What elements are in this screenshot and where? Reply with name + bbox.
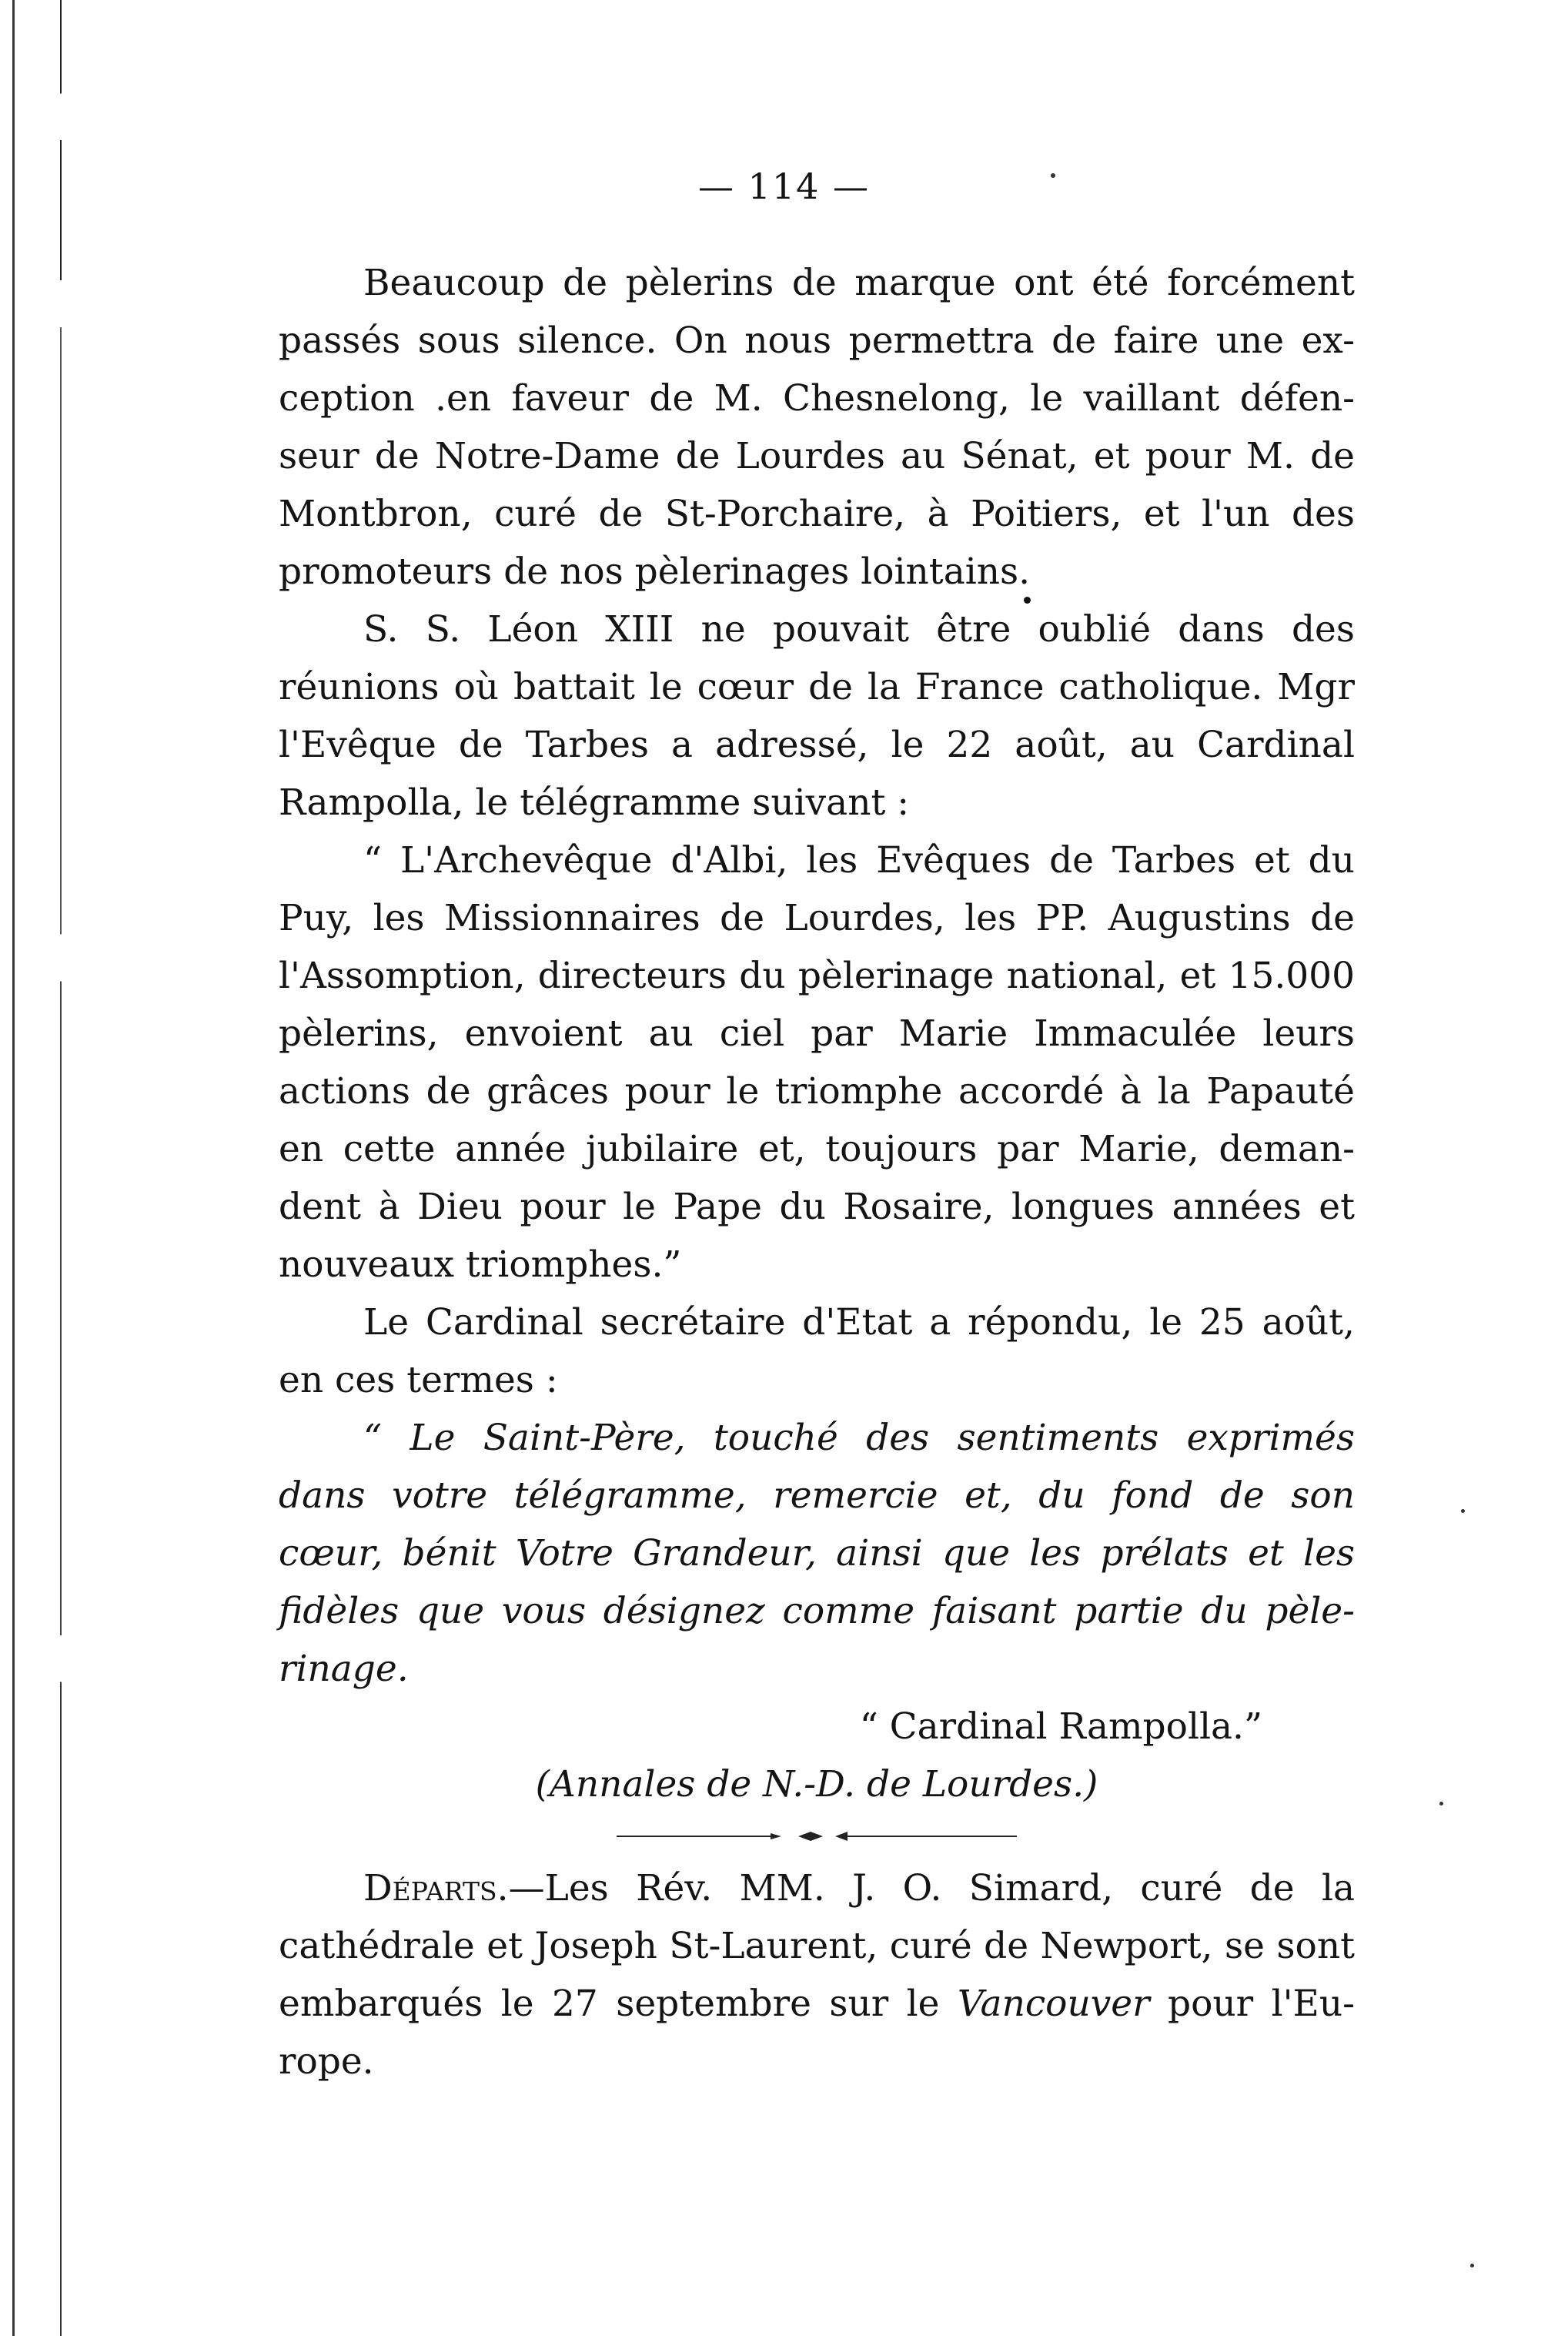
text-line: S. S. Léon XIII ne pouvait être oublié dans des [363, 608, 1355, 651]
text-line: seur de Notre-Dame de Lourdes au Sénat, et pour M. de [279, 435, 1355, 477]
text-line: Beaucoup de pèlerins de marque ont été forcément [363, 262, 1355, 304]
text-line: promoteurs de nos pèlerinages lointains. [279, 551, 1031, 593]
body-text [279, 254, 1355, 2090]
section-separator [279, 1813, 1355, 1859]
text-line: “ Le Saint-Père, touché des sentiments exprimés [363, 1417, 1355, 1459]
text-line: dans votre télégramme, remercie et, du fond de son [279, 1474, 1355, 1517]
text-line: pèlerins, envoient au ciel par Marie Immaculée leurs [279, 1012, 1355, 1055]
text-line: Puy, les Missionnaires de Lourdes, les PP. Augustins de [279, 897, 1355, 939]
paragraph-leon-xiii [279, 601, 1355, 832]
ink-speck [1439, 1802, 1443, 1806]
text-line: Montbron, curé de St-Porchaire, à Poitiers, et l'un des [279, 493, 1355, 535]
page-number: — 114 — [697, 166, 871, 207]
ornament-rule-icon [617, 1829, 1017, 1844]
text-line: l'Assomption, directeurs du pèlerinage national, et 15.000 [279, 955, 1355, 997]
departures-lead: Départs. [363, 1867, 509, 1909]
ink-speck [1470, 2264, 1474, 2267]
paragraph-departures [279, 1859, 1355, 2090]
text-fragment: pour l'Eu- [1149, 1983, 1355, 2025]
text-line: rinage. [279, 1648, 409, 1690]
text-line: passés sous silence. On nous permettra de faire une ex- [279, 320, 1355, 362]
text-line: en cette année jubilaire et, toujours par Marie, deman- [279, 1128, 1355, 1170]
paragraph-notable-pilgrims [279, 254, 1355, 601]
text-line: en ces termes : [279, 1359, 558, 1401]
text-line: ception .en faveur de M. Chesnelong, le vaillant défen- [279, 377, 1355, 420]
binding-edge [12, 0, 15, 2336]
text-line: rope. [279, 2040, 374, 2083]
text-line [279, 1975, 1355, 2033]
ship-name: Vancouver [957, 1983, 1150, 2025]
text-line [279, 1859, 1355, 1917]
text-line: “ L'Archevêque d'Albi, les Evêques de Tarbes et du [363, 839, 1355, 882]
text-line: fidèles que vous désignez comme faisant partie du pèle- [279, 1590, 1355, 1632]
paragraph-reply-intro [279, 1294, 1355, 1409]
paragraph-telegram [279, 832, 1355, 1294]
text-line: réunions où battait le cœur de la France catholique. Mgr [279, 666, 1355, 708]
ink-speck [1461, 1509, 1465, 1513]
source-citation: (Annales de N.-D. de Lourdes.) [535, 1763, 1098, 1806]
text-line: Rampolla, le télégramme suivant : [279, 781, 910, 824]
binding-shadow [60, 0, 62, 2336]
text-line: cœur, bénit Votre Grandeur, ainsi que les prélats et les [279, 1532, 1355, 1575]
signature: “ Cardinal Rampolla.” [859, 1705, 1262, 1748]
text-line: dent à Dieu pour le Pape du Rosaire, longues années et [279, 1186, 1355, 1228]
text-line: l'Evêque de Tarbes a adressé, le 22 août, au Cardinal [279, 724, 1355, 766]
text-line: Le Cardinal secrétaire d'Etat a répondu, le 25 août, [363, 1301, 1355, 1344]
text-line: actions de grâces pour le triomphe accordé à la Papauté [279, 1070, 1355, 1113]
text-fragment: —Les Rév. MM. J. O. Simard, curé de la [508, 1867, 1355, 1909]
paragraph-reply-quote [279, 1409, 1355, 1698]
text-line: cathédrale et Joseph St-Laurent, curé de Newport, se sont [279, 1925, 1355, 1967]
text-line: nouveaux triomphes.” [279, 1243, 682, 1286]
text-fragment: embarqués le 27 septembre sur le [279, 1983, 958, 2025]
